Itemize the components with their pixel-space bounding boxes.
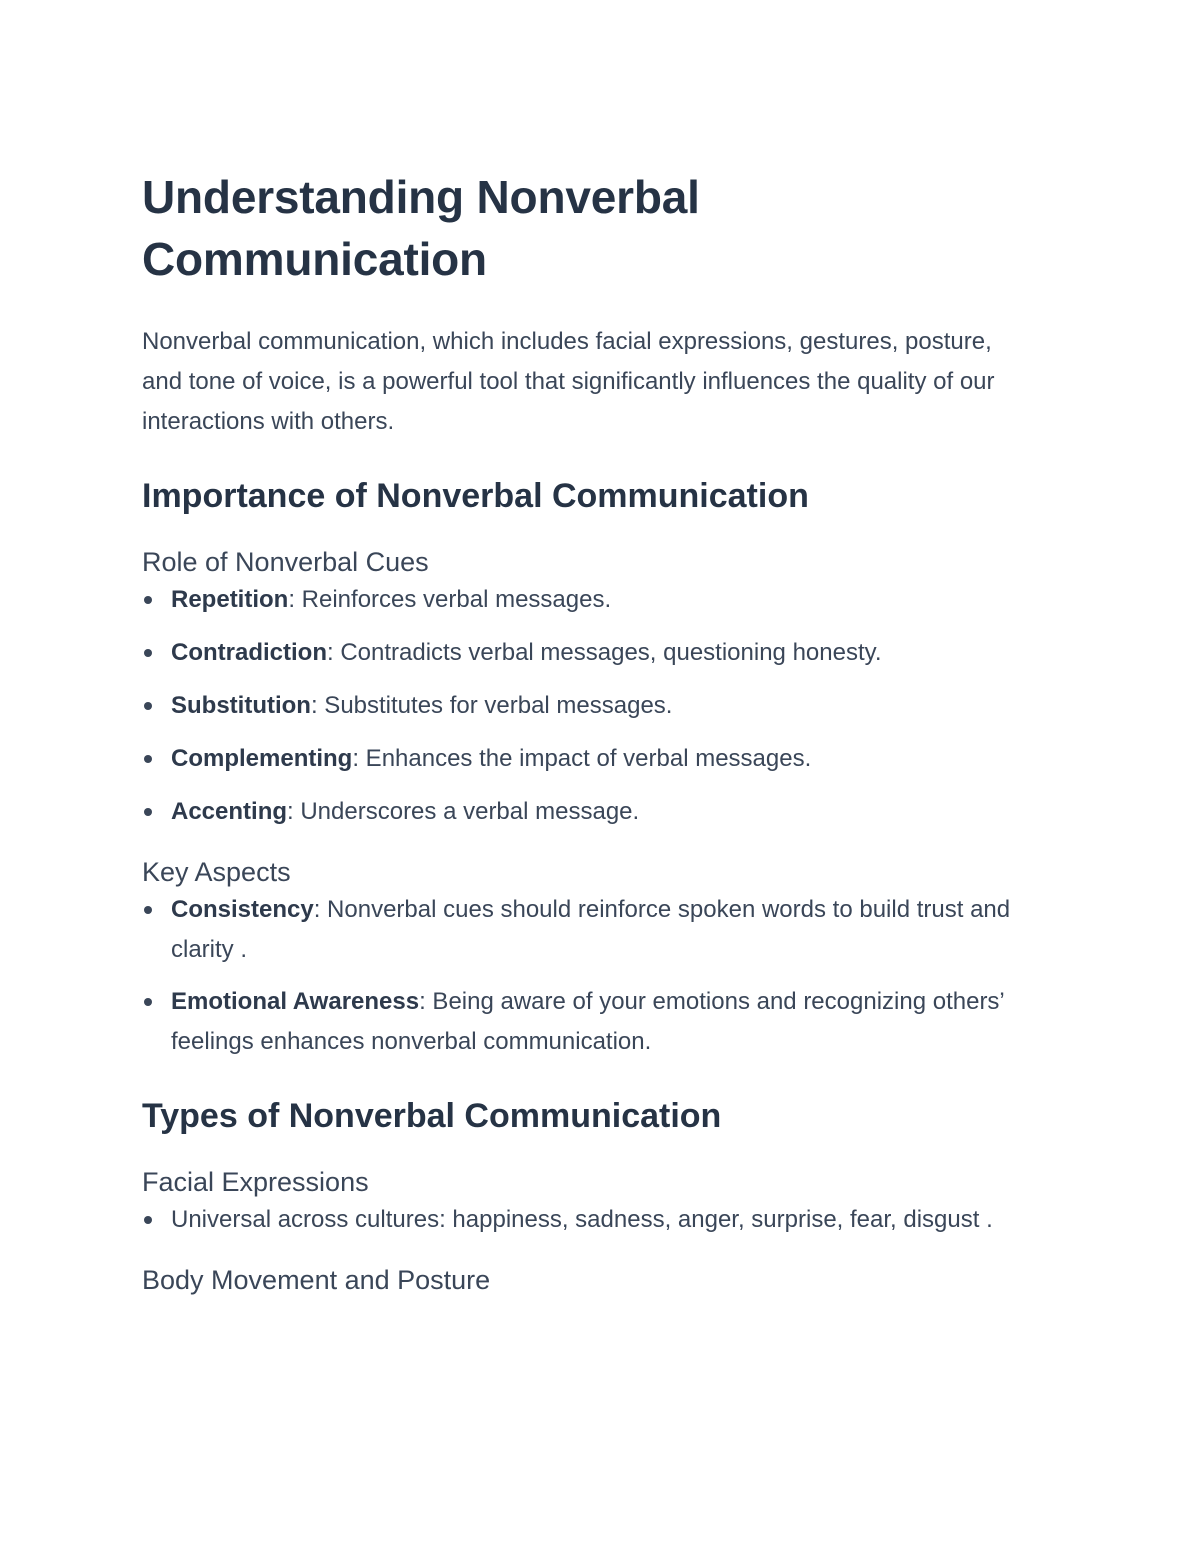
list-item bbox=[142, 580, 1042, 620]
bullet-icon bbox=[144, 998, 152, 1006]
list-item bbox=[142, 1200, 1042, 1240]
list-item-text: : Underscores a verbal message. bbox=[287, 798, 640, 825]
list-item bbox=[142, 890, 1042, 970]
section-heading-types: Types of Nonverbal Communication bbox=[142, 1097, 722, 1135]
list-item bbox=[142, 633, 1042, 673]
bullet-icon bbox=[144, 755, 152, 763]
list-item-term: Repetition bbox=[171, 586, 289, 613]
list-item-text: : Nonverbal cues should reinforce spoken words to build trust and clarity . bbox=[171, 896, 1011, 963]
list-item-term: Accenting bbox=[171, 798, 288, 825]
list-item bbox=[142, 686, 1042, 726]
bullet-icon bbox=[144, 906, 152, 914]
document-page bbox=[142, 166, 1042, 1298]
intro-paragraph: Nonverbal communication, which includes facial expressions, gestures, posture, and tone of voice, is a powerful tool that significantly influences the quality of our interactions with others. bbox=[142, 328, 995, 435]
list-item-term: Contradiction bbox=[171, 639, 327, 666]
role-cues-list bbox=[142, 580, 1042, 832]
subsection-heading-facial: Facial Expressions bbox=[142, 1167, 369, 1197]
bullet-icon bbox=[144, 808, 152, 816]
list-item bbox=[142, 982, 1042, 1062]
list-item bbox=[142, 739, 1042, 779]
list-item-text: Universal across cultures: happiness, sadness, anger, surprise, fear, disgust . bbox=[171, 1206, 993, 1233]
document-title: Understanding Nonverbal Communication bbox=[142, 171, 700, 285]
bullet-icon bbox=[144, 596, 152, 604]
list-item-text: : Substitutes for verbal messages. bbox=[310, 692, 673, 719]
list-item-term: Emotional Awareness bbox=[171, 988, 420, 1015]
list-item-term: Complementing bbox=[171, 745, 353, 772]
section-heading-importance: Importance of Nonverbal Communication bbox=[142, 477, 809, 515]
bullet-icon bbox=[144, 702, 152, 710]
subsection-heading-key-aspects: Key Aspects bbox=[142, 857, 291, 887]
list-item bbox=[142, 792, 1042, 832]
facial-expressions-list bbox=[142, 1200, 1042, 1240]
key-aspects-list bbox=[142, 890, 1042, 1062]
list-item-text: : Contradicts verbal messages, questioning honesty. bbox=[327, 639, 882, 666]
list-item-text: : Enhances the impact of verbal messages. bbox=[352, 745, 812, 772]
bullet-icon bbox=[144, 1216, 152, 1224]
subsection-heading-body-movement: Body Movement and Posture bbox=[142, 1265, 491, 1295]
bullet-icon bbox=[144, 649, 152, 657]
list-item-text: : Reinforces verbal messages. bbox=[288, 586, 612, 613]
list-item-term: Consistency bbox=[171, 896, 314, 923]
list-item-term: Substitution bbox=[171, 692, 311, 719]
list-item-text: : Being aware of your emotions and recognizing others’ feelings enhances nonverbal communication. bbox=[171, 988, 1004, 1055]
subsection-heading-role: Role of Nonverbal Cues bbox=[142, 547, 429, 577]
